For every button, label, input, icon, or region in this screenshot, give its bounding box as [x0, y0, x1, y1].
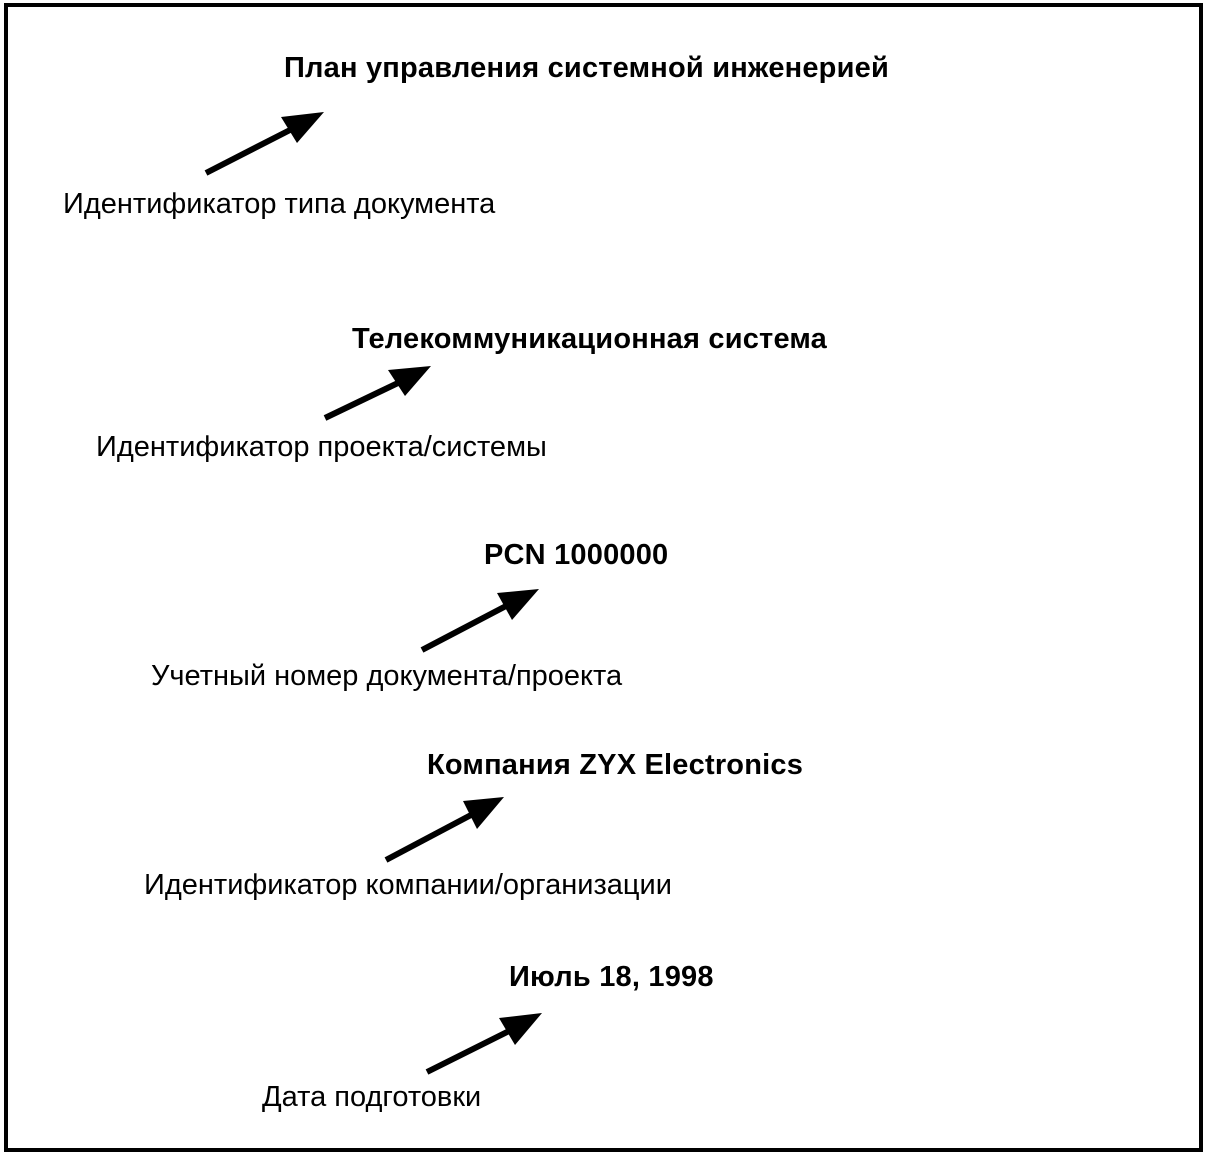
arrow-up-right-icon: [422, 589, 539, 650]
project-system-value: Телекоммуникационная система: [352, 323, 828, 355]
document-type-label: Идентификатор типа документа: [63, 188, 496, 220]
arrow-up-right-icon: [386, 797, 504, 860]
project-system-label: Идентификатор проекта/системы: [96, 431, 547, 463]
company-label: Идентификатор компании/организации: [144, 869, 672, 901]
preparation-date-value: Июль 18, 1998: [509, 961, 714, 993]
arrow-up-right-icon: [206, 112, 324, 173]
arrow-up-right-icon: [427, 1013, 542, 1072]
accounting-number-label: Учетный номер документа/проекта: [151, 660, 623, 692]
preparation-date-label: Дата подготовки: [262, 1081, 482, 1113]
document-type-value: План управления системной инженерией: [284, 52, 889, 84]
arrow-up-right-icon: [325, 366, 431, 418]
accounting-number-value: PCN 1000000: [484, 539, 669, 571]
company-value: Компания ZYX Electronics: [427, 749, 804, 781]
